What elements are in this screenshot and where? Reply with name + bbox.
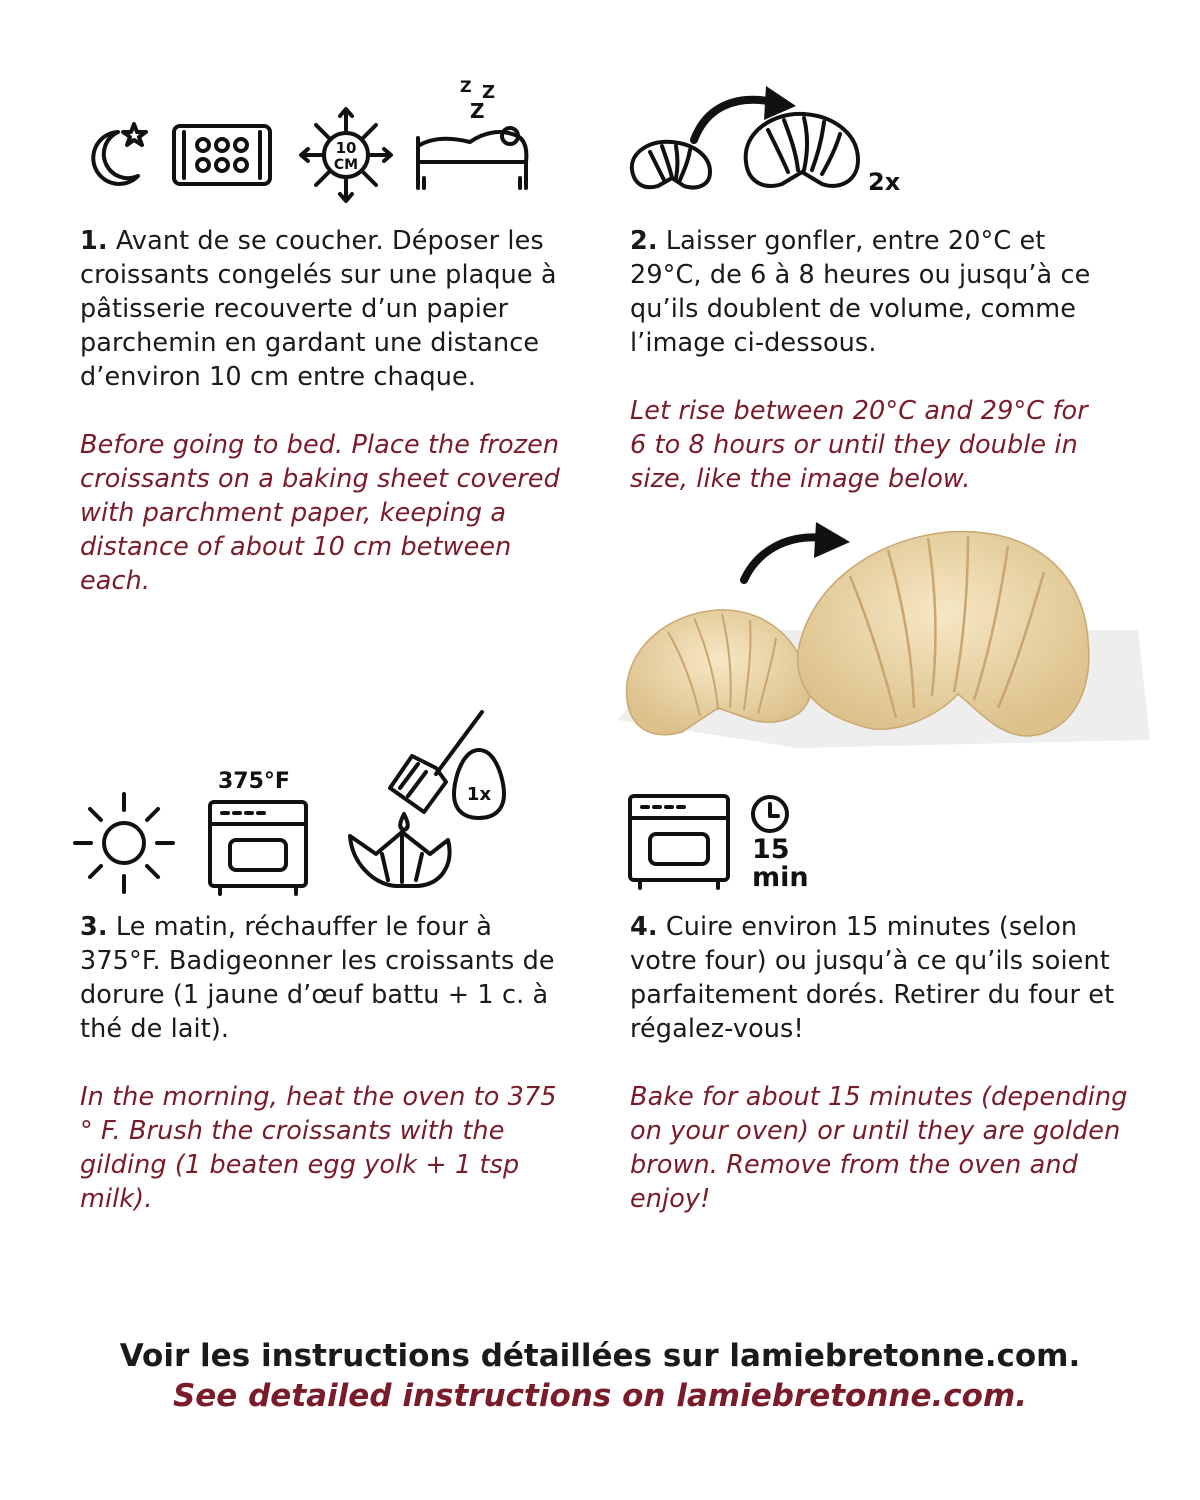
step-2-english: Let rise between 20°C and 29°C for 6 to 8 hours or until they double in size, like the image below. — [630, 396, 1088, 494]
step-4-french — [630, 910, 1130, 1046]
step-1-english: Before going to bed. Place the frozen croissants on a baking sheet covered with parchment paper, keeping a distance of about 10 cm between each. — [80, 430, 560, 596]
svg-text:Z: Z — [470, 99, 485, 123]
clock-icon — [748, 792, 792, 836]
sleeping-bed-icon — [414, 78, 532, 194]
step-4-english: Bake for about 15 minutes (depending on your oven) or until they are golden brown. Remove from the oven and enjoy! — [630, 1082, 1128, 1214]
step-4-french-text: Cuire environ 15 minutes (selon votre four) ou jusqu’à ce qu’ils soient parfaitement dorés. Retirer du four et régalez-vous! — [630, 912, 1115, 1044]
bake-time-value: 15 — [752, 834, 790, 865]
oven-icon — [626, 792, 732, 892]
svg-text:1x: 1x — [466, 784, 492, 805]
double-multiplier-label — [866, 168, 912, 196]
step-2-french-text: Laisser gonfler, entre 20°C et 29°C, de 6 à 8 heures ou jusqu’à ce qu’ils doublent de volume, comme l’image ci-dessous. — [630, 226, 1091, 358]
footer-french: Voir les instructions détaillées sur lamiebretonne.com. — [119, 1338, 1081, 1374]
step-4 — [630, 910, 1130, 1216]
svg-text:Z: Z — [482, 82, 496, 103]
bake-time-label — [752, 836, 809, 892]
egg-icon — [450, 746, 508, 822]
step-number: 2. — [630, 226, 658, 256]
step-1-french-text: Avant de se coucher. Déposer les croissants congelés sur une plaque à pâtisserie recouverte d’un papier parchemin en gardant une distance d’environ 10 cm entre chaque. — [80, 226, 557, 392]
svg-text:CM: CM — [333, 157, 359, 173]
footer-english: See detailed instructions on lamiebretonne.com. — [172, 1378, 1028, 1414]
oven-icon — [206, 798, 310, 898]
step-1-french — [80, 224, 560, 394]
step-1 — [80, 224, 560, 598]
svg-text:2x: 2x — [868, 168, 901, 196]
step-3-french — [80, 910, 560, 1046]
svg-text:Z: Z — [460, 78, 472, 96]
bake-time-unit: min — [752, 862, 809, 893]
large-croissant-icon — [740, 108, 864, 198]
svg-text:375°F: 375°F — [218, 769, 290, 794]
step-number: 4. — [630, 912, 658, 942]
distance-10cm-icon — [298, 106, 394, 204]
croissants-rising-image — [598, 520, 1158, 760]
step-3 — [80, 910, 560, 1216]
step-2-french — [630, 224, 1110, 360]
oven-temperature-label — [214, 764, 314, 794]
step-3-french-text: Le matin, réchauffer le four à 375°F. Badigeonner les croissants de dorure (1 jaune d’œuf battu + 1 c. à thé de lait). — [80, 912, 555, 1044]
footer — [0, 1336, 1200, 1416]
sun-icon — [72, 790, 176, 896]
svg-text:10: 10 — [335, 139, 357, 157]
baking-sheet-icon — [170, 122, 274, 188]
moon-star-icon — [78, 118, 152, 190]
step-2 — [630, 224, 1110, 496]
step-number: 3. — [80, 912, 108, 942]
step-3-english: In the morning, heat the oven to 375 ° F. Brush the croissants with the gilding (1 beaten egg yolk + 1 tsp milk). — [80, 1082, 557, 1214]
step-number: 1. — [80, 226, 108, 256]
